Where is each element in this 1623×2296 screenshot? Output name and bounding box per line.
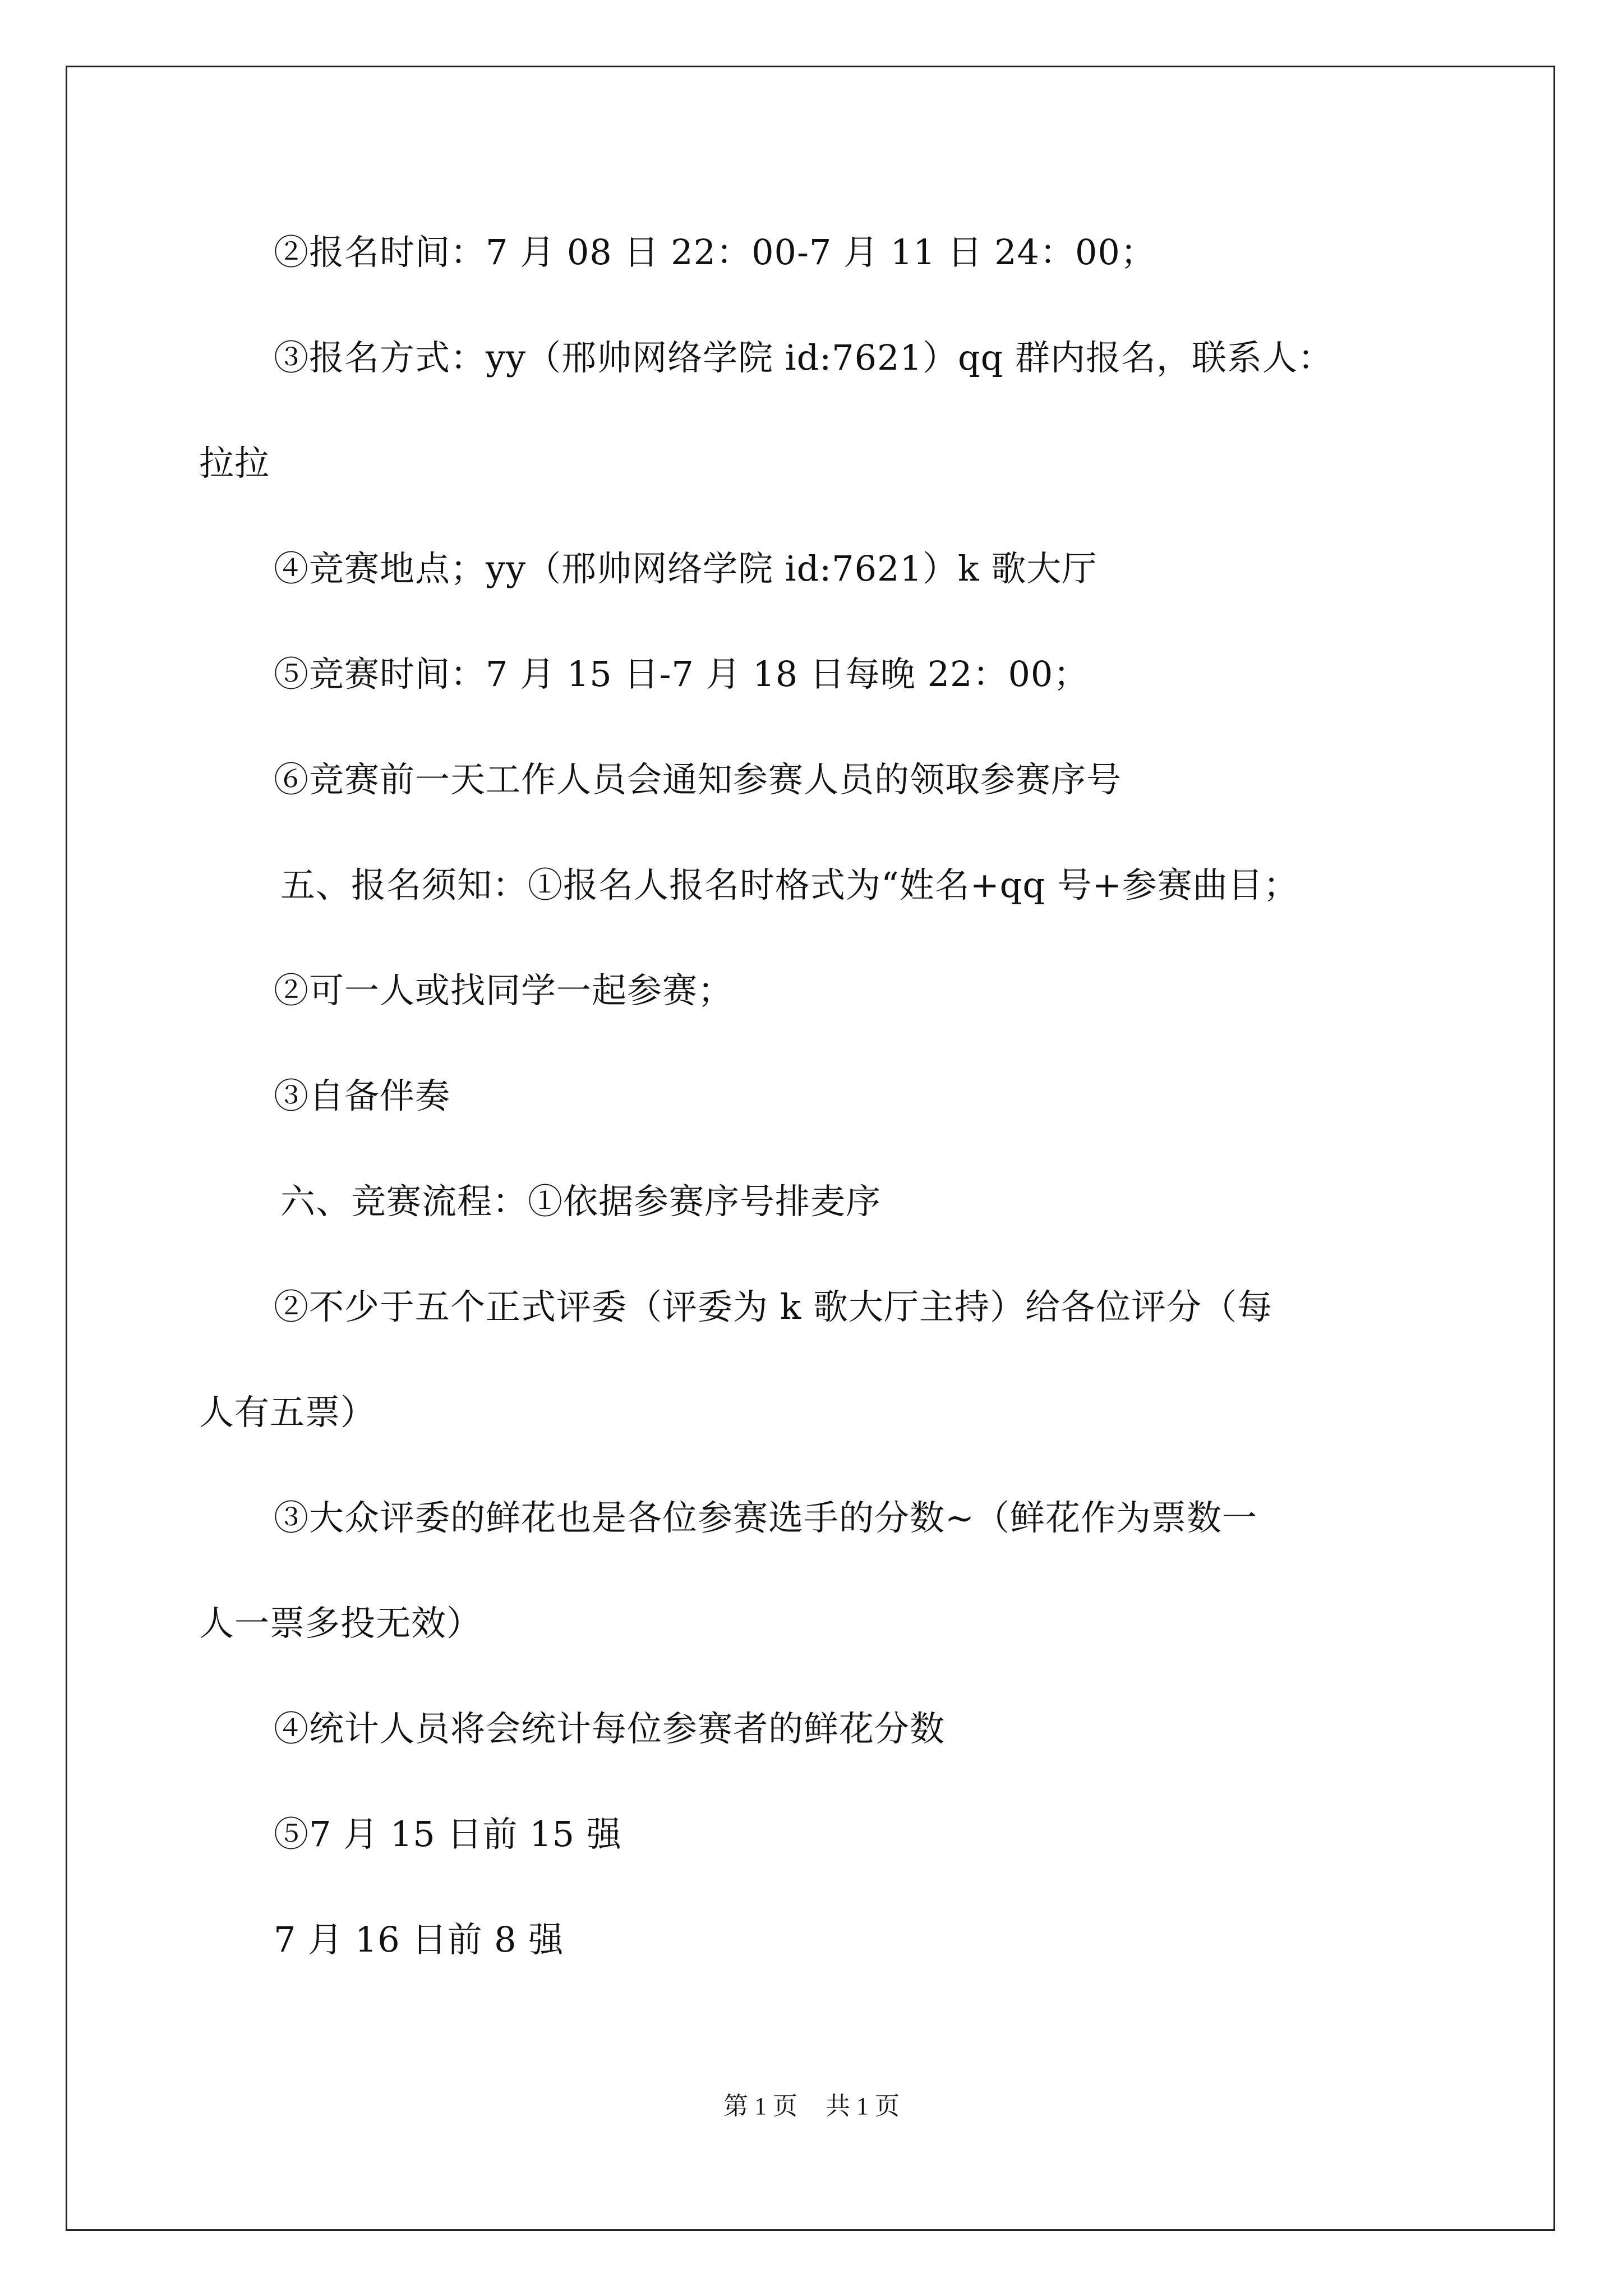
section-heading-line: 六、竞赛流程：①依据参赛序号排麦序 xyxy=(280,1181,882,1222)
paragraph-line: ②不少于五个正式评委（评委为 k 歌大厅主持）给各位评分（每 xyxy=(274,1286,1272,1327)
paragraph-line: ⑤竞赛时间：7 月 15 日-7 月 18 日每晚 22：00； xyxy=(274,654,1089,694)
page-total: 共 1 页 xyxy=(826,2092,900,2120)
paragraph-line: ⑥竞赛前一天工作人员会通知参赛人员的领取参赛序号 xyxy=(274,759,1122,800)
page-border xyxy=(66,66,1555,2231)
paragraph-line: 7 月 16 日前 8 强 xyxy=(274,1919,564,1960)
paragraph-line: ③自备伴奏 xyxy=(274,1075,451,1116)
paragraph-line: ②报名时间：7 月 08 日 22：00-7 月 11 日 24：00； xyxy=(274,232,1156,273)
paragraph-line: ④统计人员将会统计每位参赛者的鲜花分数 xyxy=(274,1708,946,1749)
paragraph-line: 人有五票） xyxy=(199,1392,376,1433)
page-number: 第 1 页 xyxy=(723,2092,797,2120)
paragraph-line: 人一票多投无效） xyxy=(199,1603,482,1644)
page-footer xyxy=(0,2090,1623,2123)
paragraph-line: 拉拉 xyxy=(199,443,270,484)
paragraph-line: ③报名方式：yy（邢帅网络学院 id:7621）qq 群内报名，联系人： xyxy=(274,337,1334,378)
paragraph-line: ②可一人或找同学一起参赛； xyxy=(274,970,734,1011)
paragraph-line: ⑤7 月 15 日前 15 强 xyxy=(274,1814,622,1855)
section-heading-line: 五、报名须知：①报名人报名时格式为“姓名+qq 号+参赛曲目； xyxy=(280,864,1299,905)
paragraph-line: ④竞赛地点；yy（邢帅网络学院 id:7621）k 歌大厅 xyxy=(274,548,1098,589)
paragraph-line: ③大众评委的鲜花也是各位参赛选手的分数~（鲜花作为票数一 xyxy=(274,1497,1257,1538)
